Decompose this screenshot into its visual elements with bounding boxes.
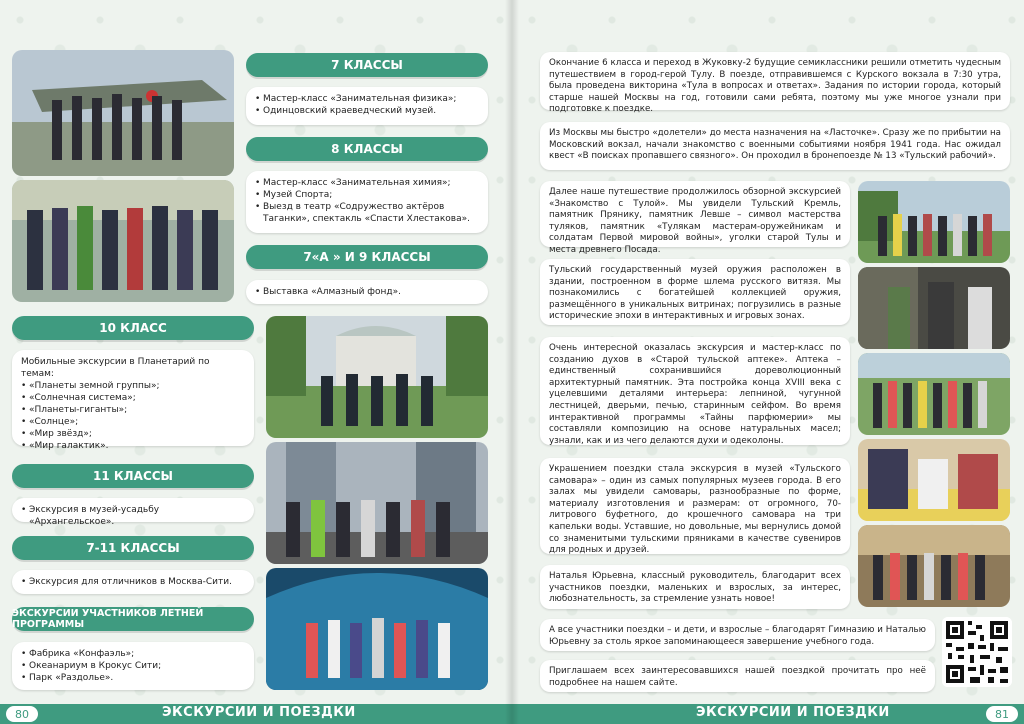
list-item: • «Планеты земной группы»; — [21, 380, 245, 392]
right-page — [512, 0, 1024, 724]
photo-group-outdoor — [858, 353, 1010, 435]
list-grade-8 — [246, 171, 488, 233]
intro-text: Мобильные экскурсии в Планетарий по темам: — [21, 357, 210, 379]
list-grade-11 — [12, 498, 254, 527]
list-item: • «Мир галактик». — [21, 440, 245, 452]
list-grade-10 — [12, 350, 254, 451]
list-item: • Мастер-класс «Занимательная физика»; — [255, 93, 479, 105]
list-item: • Парк «Раздолье». — [21, 672, 245, 684]
photo-group-sports — [12, 180, 234, 302]
header-grade-11: 11 КЛАССЫ — [12, 464, 254, 488]
photo-oceanarium — [266, 568, 488, 690]
paragraph-tour: Далее наше путешествие продолжилось обзорной экскурсией «Знакомство с Тулой». Мы увидели Тульский Кремль, памятник Прянику, памятник Левше – символ мастерства туляков, памятник «Тулякам мастерам-оружейникам и солдатам Первой мировой войны», уголки старой Тулы и места древнего Посада. — [540, 181, 850, 247]
list-item: • Одинцовский краеведческий музей. — [255, 105, 479, 117]
footer-title-left: ЭКСКУРСИИ И ПОЕЗДКИ — [162, 705, 356, 720]
list-summer-program — [12, 642, 254, 690]
list-item: • Выставка «Алмазный фонд». — [255, 286, 479, 298]
list-item: • «Солнце»; — [21, 416, 245, 428]
paragraph-arrival: Из Москвы мы быстро «долетели» до места назначения на «Ласточке». Сразу же по прибытии на Московский вокзал, начали знакомство с военными событиями ноября 1941 года. Нас ожидал квест «В поисках пропавшего связного». Он проходил в бронепоезде № 13 «Тульский рабочий». — [540, 122, 1010, 170]
list-grade-7 — [246, 87, 488, 125]
list-item: • Выезд в театр «Содружество актёров Таганки», спектакль «Спасти Хлестакова». — [255, 201, 479, 225]
header-grade-7: 7 КЛАССЫ — [246, 53, 488, 77]
list-item: • «Планеты-гиганты»; — [21, 404, 245, 416]
page-number-left: 80 — [6, 706, 38, 722]
list-grade-7-11 — [12, 570, 254, 594]
list-item: • Музей Спорта; — [255, 189, 479, 201]
qr-code-icon — [942, 617, 1012, 687]
photo-samovar-museum — [858, 525, 1010, 607]
header-grade-7-11: 7-11 КЛАССЫ — [12, 536, 254, 560]
paragraph-thanks-gymnasium: А все участники поездки – и дети, и взрослые – благодарят Гимназию и Наталью Юрьевну за столь яркое запоминающееся завершение учебного года. — [540, 619, 935, 651]
list-item: • Фабрика «Конфаэль»; — [21, 648, 245, 660]
book-spine — [505, 0, 519, 724]
list-item: • Экскурсия для отличников в Москва-Сити. — [21, 576, 245, 588]
photo-pharmacy-workshop — [858, 439, 1010, 521]
footer-title-right: ЭКСКУРСИИ И ПОЕЗДКИ — [696, 705, 890, 720]
qr-code[interactable] — [942, 617, 1012, 687]
paragraph-intro: Окончание 6 класса и переход в Жуковку-2 будущие семиклассники решили отметить чудесным путешествием в город-герой Тулу. В поезде, отправившемся с Курского вокзала в 7:30 утра, была проведена викторина «Тула в вопросах и ответах». Задания по истории города, который старше нашей Москвы на год, готовили сами ребята, поэтому мы уже многое узнали при подготовке к поездке. — [540, 52, 1010, 110]
header-summer-program: ЭКСКУРСИИ УЧАСТНИКОВ ЛЕТНЕЙ ПРОГРАММЫ — [12, 607, 254, 631]
photo-weapons-museum — [858, 267, 1010, 349]
photo-helicopter-group — [12, 50, 234, 176]
list-item: • «Солнечная система»; — [21, 392, 245, 404]
photo-tula-kremlin — [858, 181, 1010, 263]
list-item: • «Мир звёзд»; — [21, 428, 245, 440]
photo-moscow-city — [266, 442, 488, 564]
list-item: • Экскурсия в музей-усадьбу «Архангельское». — [21, 504, 245, 528]
paragraph-weapons-museum: Тульский государственный музей оружия расположен в здании, построенном в форме шлема русского витязя. Мы познакомились с богатейшей коллекцией оружия, размещённого в уникальных витринах; погрузились в разные исторические эпохи в интерактивных и игровых зонах. — [540, 259, 850, 325]
page-number-right: 81 — [986, 706, 1018, 722]
list-item: • Океанариум в Крокус Сити; — [21, 660, 245, 672]
photo-arkhangelskoye — [266, 316, 488, 438]
paragraph-invite: Приглашаем всех заинтересовавшихся нашей поездкой прочитать про неё подробнее на нашем сайте. — [540, 660, 935, 692]
list-item: • Мастер-класс «Занимательная химия»; — [255, 177, 479, 189]
header-grade-7a-9: 7«А » И 9 КЛАССЫ — [246, 245, 488, 269]
paragraph-samovar: Украшением поездки стала экскурсия в музей «Тульского самовара» – один из самых популярных музеев города. В его залах мы увидели самовары, разнообразные по форме, материалу изготовления и размерам: от огромного, 70-литрового буфетного, до крошечного самовара на три капельки воды. Уставшие, но довольные, мы вернулись домой со знаменитыми тульскими пряниками в качестве сувениров для родных и друзей. — [540, 458, 850, 554]
header-grade-8: 8 КЛАССЫ — [246, 137, 488, 161]
paragraph-pharmacy: Очень интересной оказалась экскурсия и мастер-класс по созданию духов в «Старой тульской аптеке». Аптека – единственный сохранившийся дореволюционный архитектурный памятник. Эта постройка конца XVIII века с уцелевшими деталями интерьера: лепниной, чугунной лестницей, дверьми, печью, старинным сейфом. Во время интерактивной программы «Тайны парфюмерии» мы составляли композицию на основе натуральных масел; узнали, как и из чего делаются духи и одеколоны. — [540, 337, 850, 445]
header-grade-10: 10 КЛАСС — [12, 316, 254, 340]
list-grade-7a-9 — [246, 280, 488, 304]
paragraph-thanks-teacher: Наталья Юрьевна, классный руководитель, благодарит всех участников поездки, маленьких и взрослых, за интерес, любознательность, за стремление узнать новое! — [540, 565, 850, 609]
